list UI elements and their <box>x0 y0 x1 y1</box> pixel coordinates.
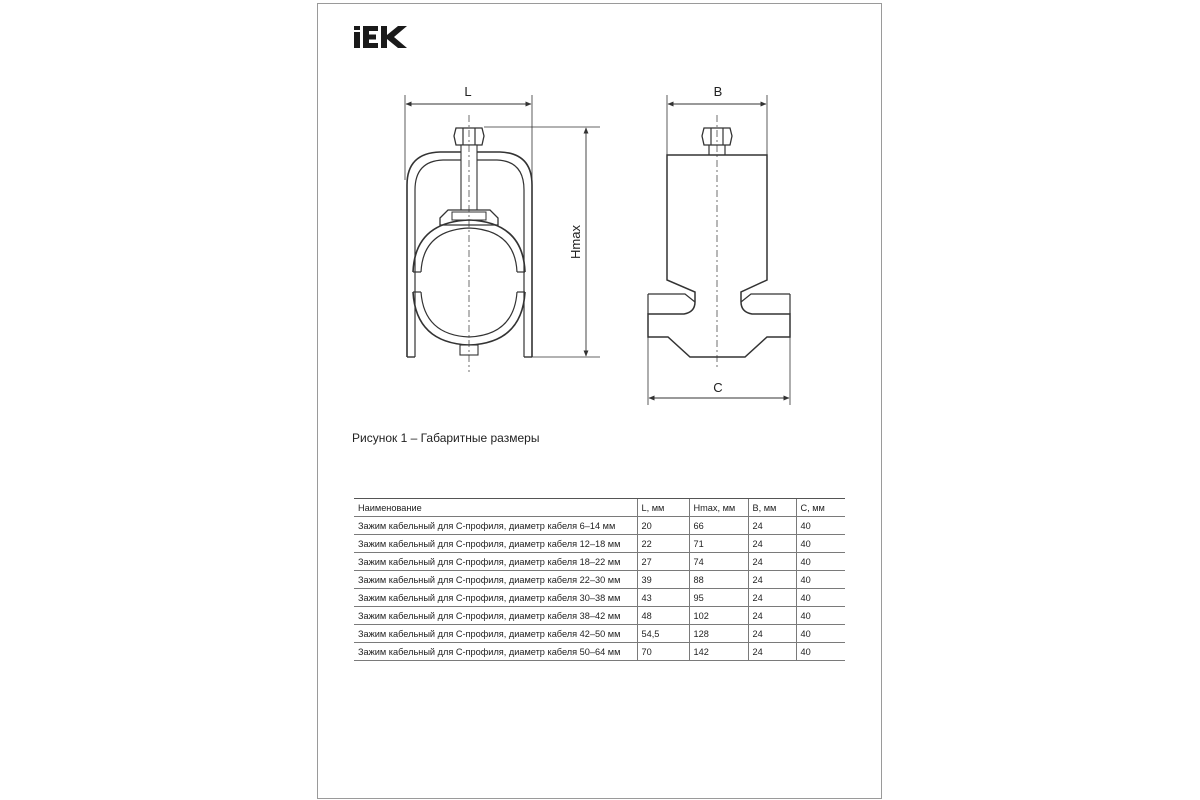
dimensions-table <box>354 498 845 661</box>
cell-name: Зажим кабельный для С-профиля, диаметр кабеля 50–64 мм <box>354 643 637 661</box>
header-c: C, мм <box>796 499 845 517</box>
table-row <box>354 625 845 643</box>
cell-l: 54,5 <box>637 625 689 643</box>
cell-c: 40 <box>796 643 845 661</box>
cell-name: Зажим кабельный для С-профиля, диаметр кабеля 38–42 мм <box>354 607 637 625</box>
cell-c: 40 <box>796 517 845 535</box>
table-row <box>354 535 845 553</box>
cell-b: 24 <box>748 607 796 625</box>
table-row <box>354 607 845 625</box>
cell-name: Зажим кабельный для С-профиля, диаметр кабеля 18–22 мм <box>354 553 637 571</box>
figure-caption: Рисунок 1 – Габаритные размеры <box>352 431 540 445</box>
cell-b: 24 <box>748 553 796 571</box>
cell-name: Зажим кабельный для С-профиля, диаметр кабеля 30–38 мм <box>354 589 637 607</box>
header-hmax: Hmax, мм <box>689 499 748 517</box>
cell-b: 24 <box>748 535 796 553</box>
cell-c: 40 <box>796 535 845 553</box>
cell-c: 40 <box>796 625 845 643</box>
table-header-row <box>354 499 845 517</box>
table-row <box>354 571 845 589</box>
cell-b: 24 <box>748 589 796 607</box>
cell-l: 43 <box>637 589 689 607</box>
cell-hmax: 142 <box>689 643 748 661</box>
dim-label-b: B <box>713 84 723 99</box>
cell-l: 27 <box>637 553 689 571</box>
side-view <box>648 95 790 405</box>
cell-c: 40 <box>796 571 845 589</box>
cell-l: 39 <box>637 571 689 589</box>
cell-hmax: 95 <box>689 589 748 607</box>
cell-hmax: 66 <box>689 517 748 535</box>
cell-name: Зажим кабельный для С-профиля, диаметр кабеля 6–14 мм <box>354 517 637 535</box>
cell-hmax: 88 <box>689 571 748 589</box>
cell-name: Зажим кабельный для С-профиля, диаметр кабеля 12–18 мм <box>354 535 637 553</box>
cell-l: 70 <box>637 643 689 661</box>
table-row <box>354 553 845 571</box>
table-row <box>354 643 845 661</box>
cell-l: 48 <box>637 607 689 625</box>
cell-name: Зажим кабельный для С-профиля, диаметр кабеля 42–50 мм <box>354 625 637 643</box>
cell-c: 40 <box>796 589 845 607</box>
cell-c: 40 <box>796 607 845 625</box>
dim-label-hmax: Hmax <box>568 225 583 259</box>
cell-b: 24 <box>748 517 796 535</box>
cell-hmax: 102 <box>689 607 748 625</box>
cell-name: Зажим кабельный для С-профиля, диаметр кабеля 22–30 мм <box>354 571 637 589</box>
cell-b: 24 <box>748 625 796 643</box>
header-b: B, мм <box>748 499 796 517</box>
cell-b: 24 <box>748 571 796 589</box>
cell-l: 20 <box>637 517 689 535</box>
cell-c: 40 <box>796 553 845 571</box>
cell-hmax: 71 <box>689 535 748 553</box>
cell-hmax: 128 <box>689 625 748 643</box>
table-row <box>354 589 845 607</box>
header-l: L, мм <box>637 499 689 517</box>
header-name: Наименование <box>354 499 637 517</box>
dim-label-l: L <box>464 84 472 99</box>
table-row <box>354 517 845 535</box>
dim-label-c: C <box>713 380 723 395</box>
cell-hmax: 74 <box>689 553 748 571</box>
cell-b: 24 <box>748 643 796 661</box>
cell-l: 22 <box>637 535 689 553</box>
